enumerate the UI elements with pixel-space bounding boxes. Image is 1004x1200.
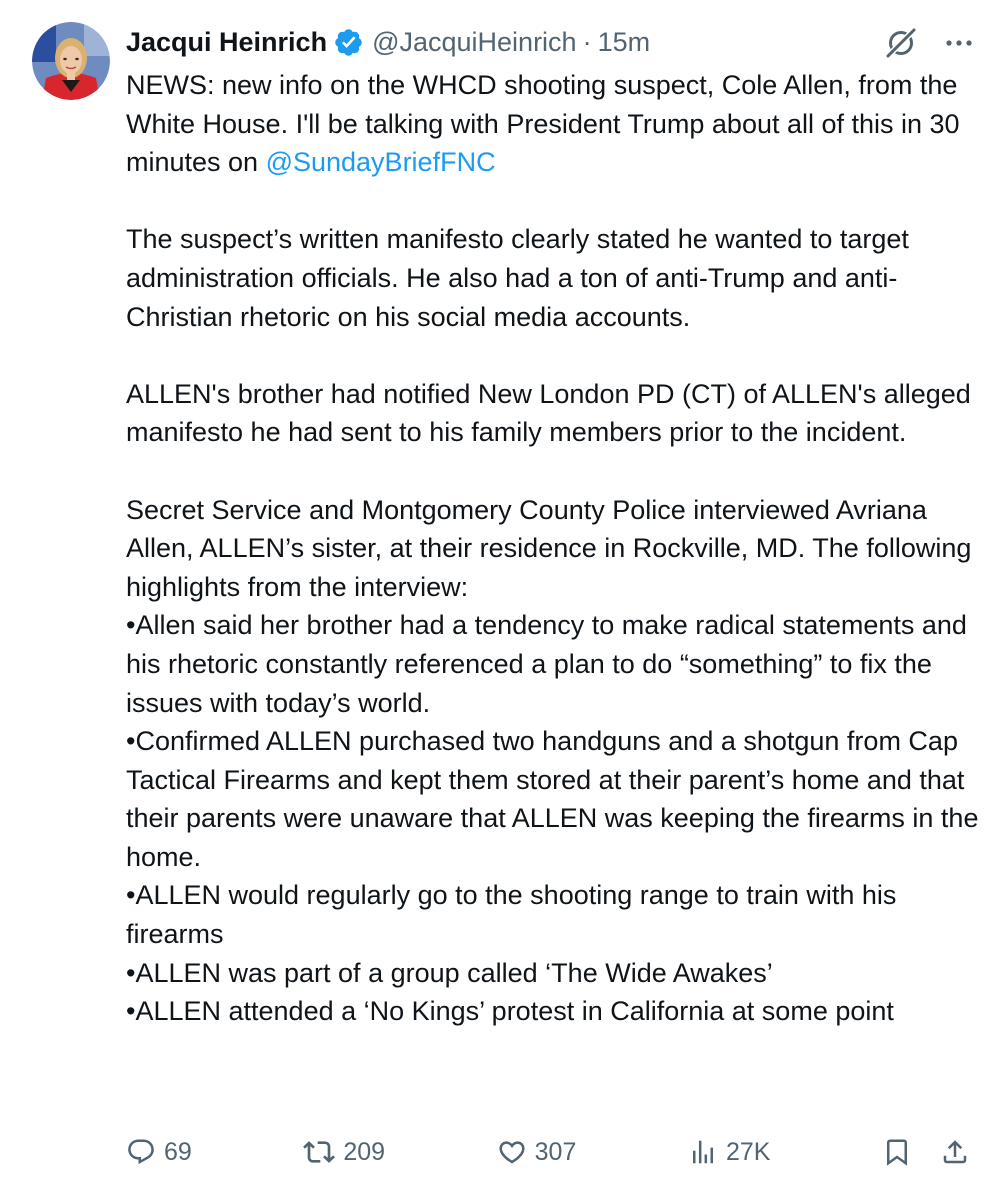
paragraph-interview: Secret Service and Montgomery County Police interviewed Avriana Allen, ALLEN’s sister, at their residence in Rockville, MD. The following highlights from the interview:: [126, 494, 972, 602]
like-count: 307: [534, 1137, 577, 1166]
paragraph-brother: ALLEN's brother had notified New London PD (CT) of ALLEN's alleged manifesto he had sent to his family members prior to the incident.: [126, 378, 971, 448]
bullet-item: •ALLEN attended a ‘No Kings’ protest in California at some point: [126, 996, 894, 1027]
action-bar: [126, 1130, 970, 1174]
paragraph-intro: [126, 66, 986, 182]
like-button[interactable]: [497, 1137, 577, 1167]
share-icon: [940, 1137, 970, 1167]
top-actions: [884, 26, 974, 60]
reply-icon: [126, 1137, 156, 1167]
repost-count: 209: [343, 1137, 386, 1166]
bookmark-button[interactable]: [882, 1137, 912, 1167]
repost-button[interactable]: [303, 1136, 385, 1168]
author-name[interactable]: Jacqui Heinrich: [126, 26, 328, 57]
views-count: 27K: [725, 1137, 771, 1166]
right-actions: [882, 1137, 970, 1167]
views-button[interactable]: [688, 1137, 770, 1167]
more-icon[interactable]: [944, 28, 974, 58]
tweet-text: [126, 66, 986, 1031]
avatar[interactable]: [32, 22, 110, 100]
intro-text: NEWS: new info on the WHCD shooting suspect, Cole Allen, from the White House. I'll be talking with President Trump about all of this in 30 minutes on: [126, 70, 960, 178]
bookmark-icon: [882, 1137, 912, 1167]
mention-link[interactable]: @SundayBriefFNC: [265, 147, 496, 178]
bullet-item: •Confirmed ALLEN purchased two handguns and a shotgun from Cap Tactical Firearms and kept them stored at their parent’s home and that their parents were unaware that ALLEN was keeping the firearms in the home.: [126, 726, 979, 872]
author-handle[interactable]: @JacquiHeinrich: [372, 26, 577, 57]
tweet-header: [126, 22, 650, 62]
like-icon: [497, 1137, 527, 1167]
grok-icon[interactable]: [884, 26, 918, 60]
verified-badge-icon: [333, 27, 364, 58]
repost-icon: [303, 1136, 335, 1168]
share-button[interactable]: [940, 1137, 970, 1167]
views-icon: [688, 1137, 718, 1167]
bullet-item: •ALLEN was part of a group called ‘The Wide Awakes’: [126, 957, 773, 988]
separator-dot: ·: [582, 26, 592, 57]
reply-count: 69: [164, 1137, 192, 1166]
bullet-item: •ALLEN would regularly go to the shooting range to train with his firearms: [126, 880, 897, 950]
reply-button[interactable]: [126, 1137, 192, 1167]
bullet-item: •Allen said her brother had a tendency to make radical statements and his rhetoric constantly referenced a plan to do “something” to fix the issues with today’s world.: [126, 610, 967, 718]
paragraph-manifesto: The suspect’s written manifesto clearly stated he wanted to target administration officials. He also had a ton of anti-Trump and anti-Christian rhetoric on his social media accounts.: [126, 224, 909, 332]
post-time[interactable]: 15m: [597, 26, 651, 57]
